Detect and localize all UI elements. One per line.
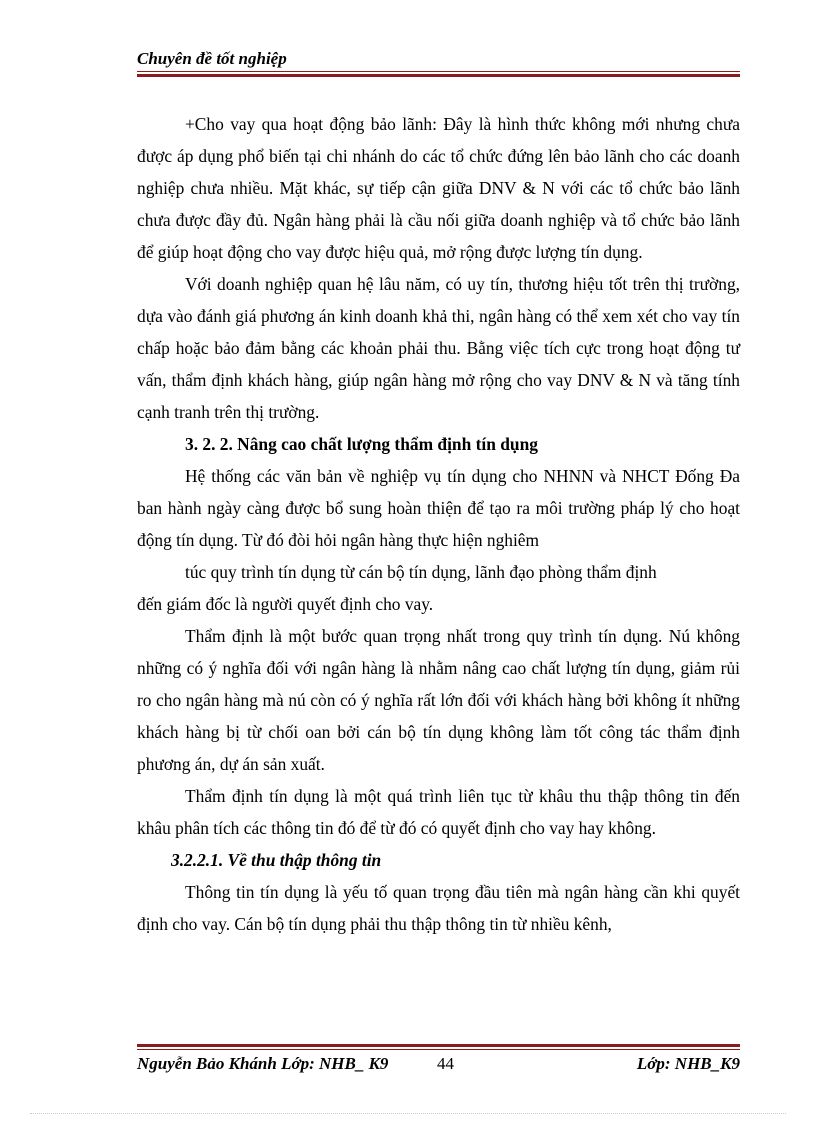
paragraph: Thẩm định là một bước quan trọng nhất trong quy trình tín dụng. Nú không những có ý nghĩa đối với ngân hàng là nhằm nâng cao chất lượng tín dụng, giảm rủi ro cho ngân hàng mà nú còn có ý nghĩa rất lớn đối với khách hàng bởi không ít những khách hàng bị từ chối oan bởi cán bộ tín dụng không làm tốt công tác thẩm định phương án, dự án sản xuất. xyxy=(137,626,740,774)
section-heading: 3. 2. 2. Nâng cao chất lượng thẩm định tín dụng xyxy=(185,434,538,454)
paragraph: Thông tin tín dụng là yếu tố quan trọng đầu tiên mà ngân hàng cần khi quyết định cho vay. Cán bộ tín dụng phải thu thập thông tin từ nhiều kênh, xyxy=(137,882,740,934)
page-number: 44 xyxy=(437,1054,454,1073)
paragraph-continuation: túc quy trình tín dụng từ cán bộ tín dụng, lãnh đạo phòng thẩm định xyxy=(185,562,657,582)
header-title: Chuyên đề tốt nghiệp xyxy=(137,49,287,68)
paragraph: +Cho vay qua hoạt động bảo lãnh: Đây là hình thức không mới nhưng chưa được áp dụng phổ biến tại chi nhánh do các tổ chức đứng lên bảo lãnh cho các doanh nghiệp chưa nhiều. Mặt khác, sự tiếp cận giữa DNV & N với các tổ chức bảo lãnh chưa được đầy đủ. Ngân hàng phải là cầu nối giữa doanh nghiệp và tổ chức bảo lãnh để giúp hoạt động cho vay được hiệu quả, mở rộng được lượng tín dụng. xyxy=(137,114,740,262)
header-rule-thin xyxy=(137,71,740,72)
page-bottom-edge xyxy=(30,1113,786,1114)
footer-author: Nguyễn Bảo Khánh Lớp: NHB_ K9 xyxy=(137,1054,389,1073)
footer-class: Lớp: NHB_K9 xyxy=(636,1054,740,1073)
document-body xyxy=(137,108,740,940)
paragraph: Hệ thống các văn bản về nghiệp vụ tín dụng cho NHNN và NHCT Đống Đa ban hành ngày càng được bổ sung hoàn thiện để tạo ra môi trường pháp lý cho hoạt động tín dụng. Từ đó đòi hỏi ngân hàng thực hiện nghiêm xyxy=(137,466,740,550)
footer-rule-thin xyxy=(137,1049,740,1050)
footer-rule-thick xyxy=(137,1044,740,1047)
paragraph-continuation: đến giám đốc là người quyết định cho vay. xyxy=(137,594,434,614)
header-rule-thick xyxy=(137,74,740,77)
subsection-heading: 3.2.2.1. Về thu thập thông tin xyxy=(171,850,382,870)
paragraph: Thẩm định tín dụng là một quá trình liên tục từ khâu thu thập thông tin đến khâu phân tích các thông tin đó để từ đó có quyết định cho vay hay không. xyxy=(137,786,740,838)
paragraph: Với doanh nghiệp quan hệ lâu năm, có uy tín, thương hiệu tốt trên thị trường, dựa vào đánh giá phương án kinh doanh khả thi, ngân hàng có thể xem xét cho vay tín chấp hoặc bảo đảm bằng các khoản phải thu. Bằng việc tích cực trong hoạt động tư vấn, thẩm định khách hàng, giúp ngân hàng mở rộng cho vay DNV & N và tăng tính cạnh tranh trên thị trường. xyxy=(137,274,740,422)
